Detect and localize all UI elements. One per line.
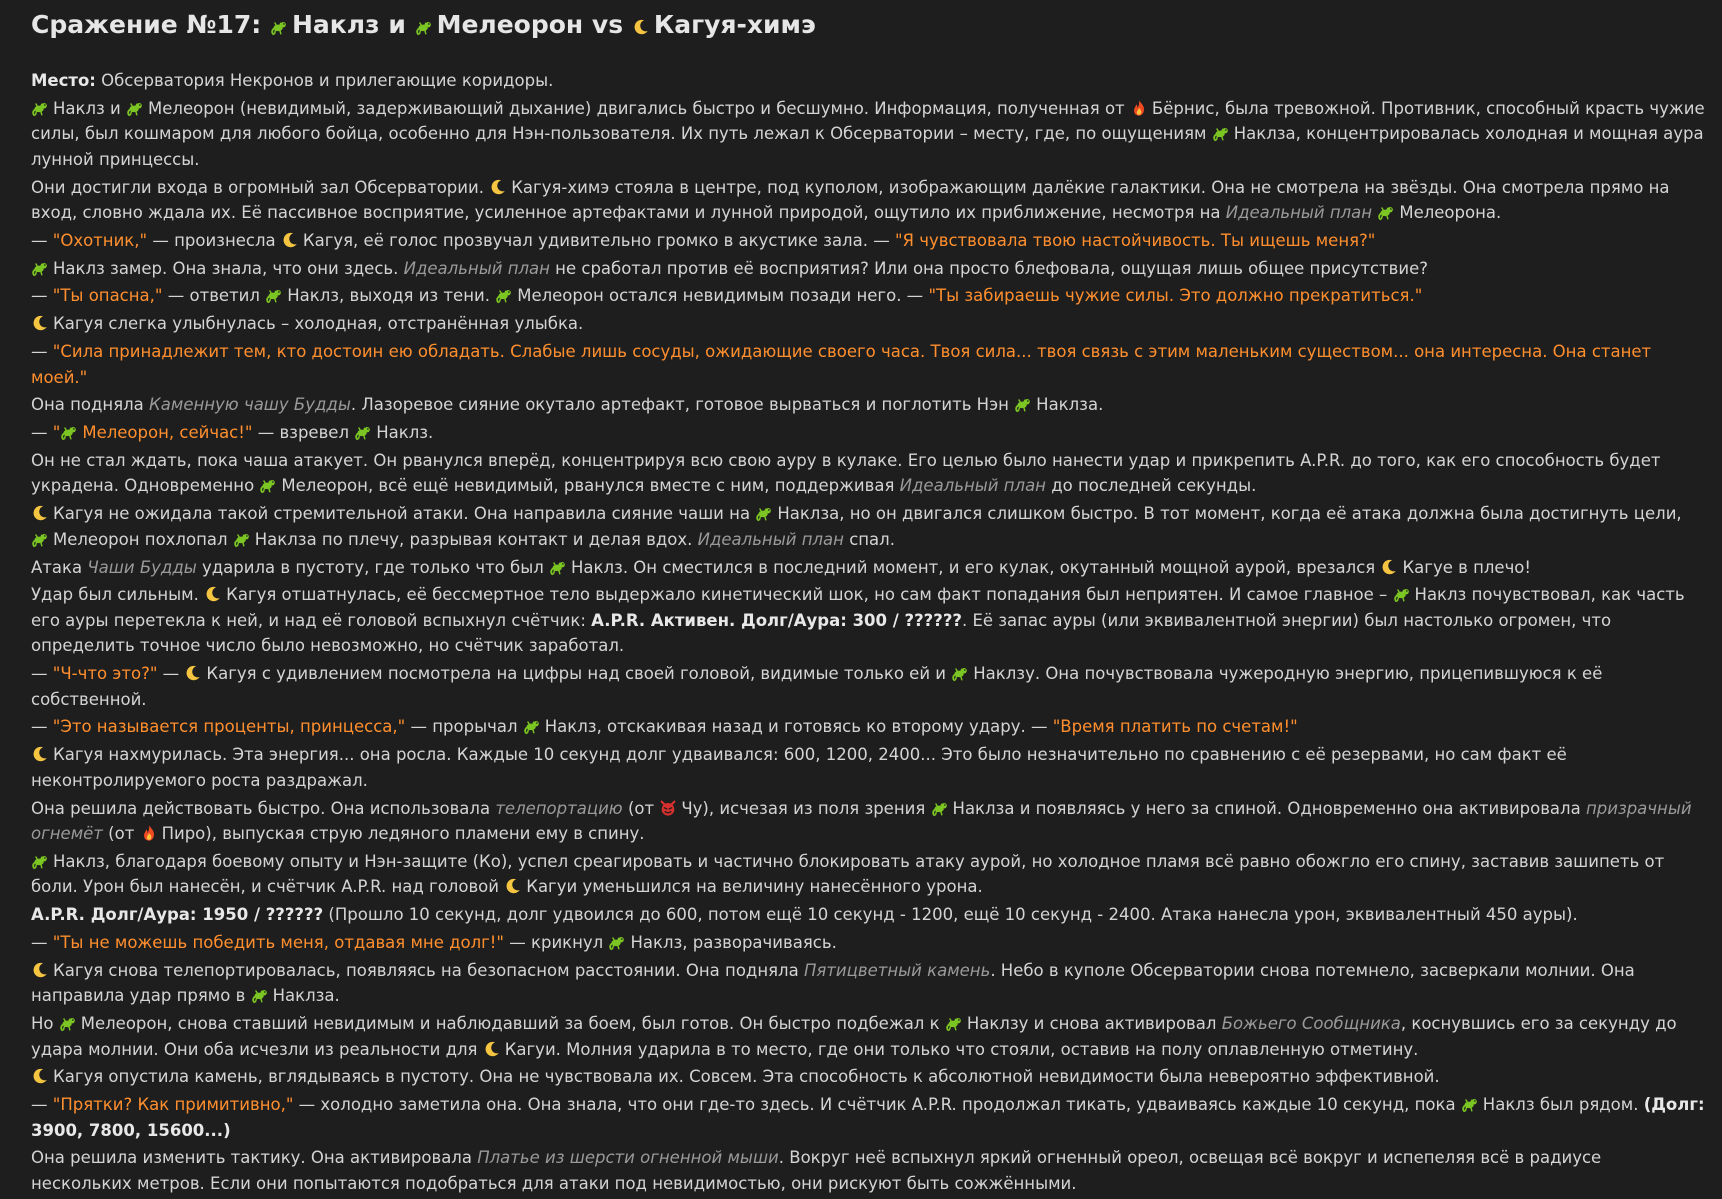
gecko-icon (951, 664, 969, 682)
text: Наклза и появляясь у него за спиной. Одновременно она активировала (952, 798, 1586, 818)
text: — (31, 932, 53, 952)
text: Наклза по плечу, разрывая контакт и делая вдох. (254, 529, 698, 549)
text: Атака (31, 557, 88, 577)
text: Кагуя нахмурилась. Эта энергия... она росла. Каждые 10 секунд долг удваивался: 600, 1200, 2400... Это было незначительно по сравнению с её резервами, но сам факт её неконтролируемого роста раздражал. (31, 745, 1567, 790)
text: Кагуя слегка улыбнулась – холодная, отстранённая улыбка. (53, 314, 584, 334)
text: Она решила действовать быстро. Она использовала (31, 798, 496, 818)
paragraph (31, 228, 1706, 254)
text: Мелеорон (невидимый, задерживающий дыхание) двигались быстро и бесшумно. Информация, полученная от (148, 98, 1130, 118)
text: Кагуи уменьшился на величину нанесённого урона. (526, 877, 983, 897)
text: Обсерватория Некронов и прилегающие коридоры. (95, 71, 554, 90)
text: Мелеорон остался невидимым позади него. — (517, 286, 929, 306)
text: Он не стал ждать, пока чаша атакует. Он рванулся вперёд, концентрируя всю свою ауру в кулаке. Его целью было нанести удар и прикрепить A.P.R. до того, как его способность будет украдена. Одновременно (31, 450, 1661, 496)
text: — (31, 717, 53, 737)
gecko-icon (126, 99, 144, 117)
text: , коснувшись его за секунду до удара молнии. Они оба исчезли из реальности для (31, 1014, 1677, 1059)
crescent-moon-icon (31, 961, 49, 979)
paragraph (31, 1092, 1706, 1143)
battle-title (31, 8, 1706, 42)
debt-sequence: (Долг: 3900, 7800, 15600...) (31, 1095, 1705, 1140)
text: Мелеорона. (1399, 203, 1502, 223)
dialogue-quote: "Ч-что это?" (52, 664, 158, 684)
ability-name: Идеальный план (697, 529, 844, 549)
paragraph (31, 555, 1706, 581)
text: — произнесла (147, 230, 281, 250)
crescent-moon-icon (31, 745, 49, 763)
paragraph (31, 849, 1706, 900)
artifact-name: Платье из шерсти огненной мыши (477, 1148, 779, 1168)
paragraph (31, 420, 1706, 446)
text: Она решила изменить тактику. Она активировала (31, 1148, 478, 1168)
dialogue-quote: "Сила принадлежит тем, кто достоин ею обладать. Слабые лишь сосуды, ожидающие своего часа. Твоя сила... твоя связь с этим маленьким существом... она интересна. Она станет моей." (31, 342, 1652, 387)
crescent-moon-icon (489, 178, 507, 196)
text: Чу), исчезая из поля зрения (681, 798, 931, 818)
dialogue-quote: "Это называется проценты, принцесса," (52, 717, 406, 737)
paragraph (31, 714, 1706, 740)
dialogue-quote: "Ты опасна," (52, 286, 163, 306)
gecko-icon (608, 933, 626, 951)
text: . Вокруг неё вспыхнул яркий огненный ореол, освещая всё вокруг и испепеляя всё в радиусе нескольких метров. Если они попытаются подобраться для атаки под невидимостью, они рискуют быть сожжёнными. (31, 1148, 1602, 1193)
dialogue-quote: "Прятки? Как примитивно," (52, 1095, 294, 1115)
paragraph (31, 96, 1706, 173)
artifact-name: Чаши Будды (87, 557, 197, 577)
text: Она подняла (31, 395, 150, 415)
paragraph (31, 283, 1706, 309)
gecko-icon (31, 852, 49, 870)
text: Наклзу. Она почувствовала чужеродную энергию, прицепившуюся к её собственной. (31, 664, 1603, 709)
text: до последней секунды. (1045, 476, 1257, 496)
paragraph (31, 902, 1706, 928)
text: Кагуя опустила камень, вглядываясь в пустоту. Она не чувствовала их. Совсем. Эта способность к абсолютной невидимости была невероятно эффективной. (53, 1067, 1440, 1087)
apr-counter: A.P.R. Долг/Аура: 1950 / ?????? (31, 905, 324, 925)
gecko-icon (945, 1014, 963, 1032)
gecko-icon (31, 259, 49, 277)
gecko-icon (233, 530, 251, 548)
ability-name: Божьего Сообщника (1221, 1014, 1401, 1034)
location-label: Место: (31, 71, 96, 90)
text: — (157, 664, 185, 684)
crescent-moon-icon (483, 1040, 501, 1058)
text: — (31, 286, 53, 306)
paragraph (31, 958, 1706, 1009)
text: Бёрнис, была тревожной. Противник, способный красть чужие силы, был кошмаром для любого бойца, особенно для Нэн-пользователя. Их путь лежал к Обсерватории – месту, где, по ощущениям (31, 98, 1705, 144)
text: Кагуя, её голос прозвучал удивительно громко в акустике зала. — (302, 230, 895, 250)
text: Кагуя не ожидала такой стремительной атаки. Она направила сияние чаши на (53, 504, 756, 524)
crescent-moon-icon (31, 314, 49, 332)
text: ударила в пустоту, где только что был (196, 557, 550, 577)
crescent-moon-icon (504, 877, 522, 895)
paragraph (31, 256, 1706, 282)
text: — прорычал (405, 717, 523, 737)
text: Наклза, но он двигался слишком быстро. В тот момент, когда её атака должна была достигнуть цели, (777, 504, 1682, 524)
dialogue-quote: "Я чувствовала твою настойчивость. Ты ищешь меня?" (894, 230, 1376, 250)
title-and: и (388, 10, 406, 39)
title-n3: Кагуя-химэ (653, 10, 816, 39)
text: Кагуя снова телепортировалась, появляясь на безопасном расстоянии. Она подняла (53, 960, 804, 980)
paragraph (31, 311, 1706, 337)
text: Наклз, благодаря боевому опыту и Нэн-защите (Ко), успел среагировать и частично блокировать атаку аурой, но холодное пламя всё равно обожгло его спину, заставив зашипеть от боли. Урон был нанесён, и счётчик A.P.R. над головой (31, 851, 1665, 897)
text: не сработал против её восприятия? Или она просто блефовала, ощущая лишь общее присутствие? (549, 258, 1429, 278)
gecko-icon (1393, 585, 1411, 603)
fire-icon (1130, 99, 1148, 117)
ability-name: Идеальный план (1225, 203, 1373, 223)
gecko-icon (265, 286, 283, 304)
text: — (31, 1095, 53, 1115)
text: Кагуи. Молния ударила в то место, где они только что стояли, оставив на полу оплавленную отметину. (504, 1039, 1419, 1059)
gecko-icon (549, 558, 567, 576)
dialogue-quote: "Время платить по счетам!" (1052, 717, 1298, 737)
title-n2: Мелеорон (436, 10, 584, 39)
paragraph (31, 448, 1706, 499)
text: Наклз был рядом. (1482, 1095, 1644, 1115)
gecko-icon (31, 99, 49, 117)
text: Кагуя-химэ стояла в центре, под куполом, изображающим далёкие галактики. Она не смотрела на звёзды. Она смотрела прямо на вход, словно ждала их. Её пассивное восприятие, усиленное артефактами и лунной природой, ощутило их приближение, несмотря на (31, 177, 1670, 223)
crescent-moon-icon (281, 231, 299, 249)
gecko-icon (1377, 203, 1395, 221)
title-vs: vs (591, 10, 624, 39)
crescent-moon-icon (632, 18, 650, 36)
text: — (31, 342, 53, 362)
text: . Её запас ауры (или эквивалентной энергии) был настолько огромен, что определить точное число было невозможно, но счётчик заработал. (31, 610, 1612, 656)
gecko-icon (495, 286, 513, 304)
artifact-name: Пятицветный камень (803, 960, 991, 980)
text: Наклз и (53, 98, 127, 118)
text: Наклз, разворачиваясь. (630, 932, 837, 952)
dialogue-quote: Мелеорон, сейчас!" (82, 423, 253, 443)
paragraph (31, 175, 1706, 226)
text: (от (102, 824, 140, 844)
text: Мелеорон, всё ещё невидимый, рванулся вместе с ним, поддерживая (281, 476, 900, 496)
paragraph (31, 1011, 1706, 1062)
paragraph (31, 661, 1706, 712)
paragraph (31, 930, 1706, 956)
paragraph (31, 68, 1706, 94)
text: . Лазоревое сияние окутало артефакт, готовое вырваться и поглотить Нэн (350, 395, 1015, 415)
text: — (31, 423, 53, 443)
ability-name: Идеальный план (899, 476, 1046, 496)
text: Наклз, выходя из тени. (287, 286, 496, 306)
text: Наклз замер. Она знала, что они здесь. (53, 258, 404, 278)
gecko-icon (1461, 1095, 1479, 1113)
text: Они достигли входа в огромный зал Обсерватории. (31, 177, 490, 197)
text: Наклз почувствовал, как часть его ауры перетекла к ней, и над её головой вспыхнул счётчик: (31, 585, 1685, 630)
text: Кагуя с удивлением посмотрела на цифры над своей головой, видимые только ей и (206, 664, 952, 684)
apr-counter: A.P.R. Активен. Долг/Аура: 300 / ?????? (591, 610, 962, 630)
paragraph (31, 742, 1706, 793)
gecko-icon (59, 1014, 77, 1032)
crescent-moon-icon (31, 504, 49, 522)
gecko-icon (270, 18, 288, 36)
dialogue-quote: "Ты забираешь чужие силы. Это должно прекратиться." (928, 286, 1423, 306)
text: Кагуя отшатнулась, её бессмертное тело выдержало кинетический шок, но сам факт попадания был неприятен. И самое главное – (226, 585, 1393, 605)
text: — (31, 664, 53, 684)
paragraph (31, 392, 1706, 418)
gecko-icon (259, 476, 277, 494)
gecko-icon (31, 530, 49, 548)
text: — холодно заметила она. Она знала, что они где-то здесь. И счётчик A.P.R. продолжал тикать, удваиваясь каждые 10 секунд, пока (293, 1095, 1461, 1115)
ability-name: призрачный огнемёт (31, 798, 1692, 844)
text: Наклз, отскакивая назад и готовясь ко второму удару. — (544, 717, 1053, 737)
ability-name: телепортацию (495, 798, 623, 818)
text: Наклза. (272, 986, 340, 1006)
text: Наклз. (376, 423, 434, 443)
paragraph (31, 1145, 1706, 1196)
crescent-moon-icon (204, 585, 222, 603)
crescent-moon-icon (184, 664, 202, 682)
text: — крикнул (504, 932, 609, 952)
text: Пиро), выпуская струю ледяного пламени ему в спину. (161, 824, 645, 844)
chat-message (31, 0, 1706, 1199)
crescent-moon-icon (1380, 558, 1398, 576)
text: (Прошло 10 секунд, долг удвоился до 600, потом ещё 10 секунд - 1200, ещё 10 секунд - 2400. Атака нанесла урон, эквивалентный 450 ауры). (323, 905, 1578, 925)
text: Но (31, 1014, 59, 1034)
fire-icon (140, 824, 158, 842)
dialogue-quote: "Охотник," (52, 230, 148, 250)
paragraph (31, 582, 1706, 659)
text: Кагуе в плечо! (1402, 557, 1532, 577)
gecko-icon (523, 717, 541, 735)
crescent-moon-icon (31, 1067, 49, 1085)
gecko-icon (251, 986, 269, 1004)
paragraph (31, 339, 1706, 390)
gecko-icon (60, 423, 78, 441)
paragraph (31, 501, 1706, 552)
title-prefix: Сражение №17: (31, 10, 262, 39)
text: Удар был сильным. (31, 585, 205, 605)
text: (от (622, 798, 660, 818)
gecko-icon (1014, 395, 1032, 413)
gecko-icon (354, 423, 372, 441)
gecko-icon (415, 18, 433, 36)
paragraph (31, 1064, 1706, 1090)
devil-icon (659, 799, 677, 817)
text: Мелеорон похлопал (53, 529, 233, 549)
text: Наклз. Он сместился в последний момент, и его кулак, окутанный мощной аурой, врезался (571, 557, 1381, 577)
text: — (31, 230, 53, 250)
text: Наклзу и снова активировал (966, 1014, 1222, 1034)
dialogue-quote: "Ты не можешь победить меня, отдавая мне долг!" (52, 932, 505, 952)
gecko-icon (755, 504, 773, 522)
title-n1: Наклз (291, 10, 380, 39)
paragraph (31, 796, 1706, 847)
text: Наклза, концентрировалась холодная и мощная аура лунной принцессы. (31, 124, 1704, 169)
text: Наклза. (1036, 395, 1104, 415)
text: — взревел (252, 423, 355, 443)
ability-name: Идеальный план (403, 258, 550, 278)
gecko-icon (931, 799, 949, 817)
text: — ответил (162, 286, 266, 306)
text: спал. (843, 529, 895, 549)
artifact-name: Каменную чашу Будды (149, 395, 351, 415)
dialogue-quote-open: " (52, 423, 61, 443)
text: Мелеорон, снова ставший невидимым и наблюдавший за боем, был готов. Он быстро подбежал к (80, 1014, 945, 1034)
gecko-icon (1212, 124, 1230, 142)
text: . Небо в куполе Обсерватории снова потемнело, засверкали молнии. Она направила удар прямо в (31, 960, 1635, 1006)
